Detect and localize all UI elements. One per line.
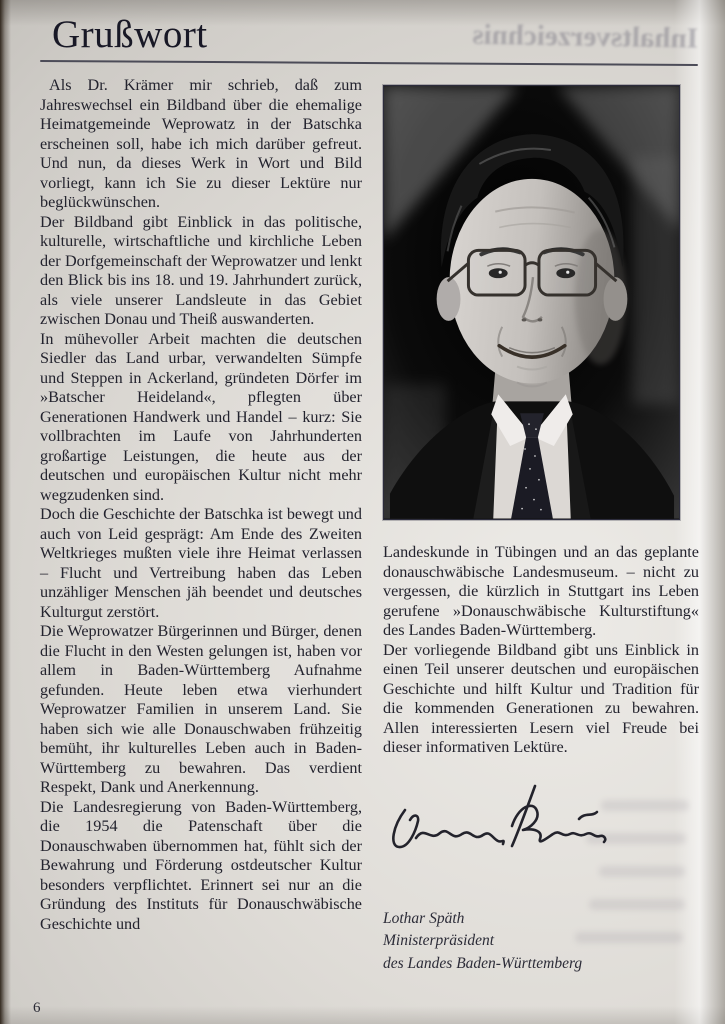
paragraph: Die Weprowatzer Bürgerinnen und Bürger, denen die Flucht in den Westen gelungen ist, haben vor allem in Baden-Württemberg Aufnahme gefunden. Heute leben etwa vierhundert Weprowatzer Familien in unserem Land. Sie haben sich wie alle Donauschwaben frühzeitig bemüht, ihr kulturelles Leben auch in Baden-Württemberg zu bewahren. Das verdient Respekt, Dank und Anerkennung. (40, 622, 362, 796)
paragraph: In mühevoller Arbeit machten die deutschen Siedler das Land urbar, verwandelten Sümpfe und Steppen in Ackerland, gründeten Dörfer im »Batscher Heideland«, pflegten über Generationen Handwerk und Handel – kurz: Sie vollbrachten im Laufe von Jahrhunderten großartige Leistungen, die heute aus der deutschen und europäischen Kultur nicht mehr wegzudenken sind. (40, 329, 362, 504)
title-rule (40, 60, 698, 66)
signature-icon (383, 780, 633, 872)
signatory-name: Lothar Späth (383, 909, 465, 927)
paragraph: Der Bildband gibt Einblick in das politische, kulturelle, wirtschaftliche und kirchliche Leben der Dorfgemeinschaft der Weprowatzer und lenkt den Blick bis ins 18. und 19. Jahrhundert zurück, als viele unserer Landsleute in das Gebiet zwischen Donau und Theiß auswanderten. (40, 212, 362, 328)
signature-handwriting (383, 780, 699, 876)
left-column (40, 76, 362, 934)
paragraph: Als Dr. Krämer mir schrieb, daß zum Jahreswechsel ein Bildband über die ehemalige Heimatgemeinde Weprowatz in der Batschka erscheinen soll, habe ich mich darüber gefreut. Und nun, da dieses Werk in Wort und Bild vorliegt, kann ich Sie zu dieser Lektüre nur beglückwünschen. (40, 76, 362, 211)
signatory-organization: des Landes Baden-Württemberg (383, 954, 583, 972)
portrait-illustration (384, 86, 679, 519)
signature-credits (383, 908, 699, 976)
signatory-role: Ministerpräsident (383, 932, 495, 949)
right-column-text (383, 543, 699, 758)
page-title: Grußwort (52, 13, 208, 56)
page-number: 6 (33, 1000, 41, 1016)
paragraph: Die Landesregierung von Baden-Württemberg, die 1954 die Patenschaft über die Donauschwaben übernommen hat, fühlt sich der Bewahrung und Förderung ostdeutscher Kultur besonders verpflichtet. Erinnert sei nur an die Gründung des Instituts für Donauschwäbische Geschichte und (40, 797, 362, 933)
paragraph: Doch die Geschichte der Batschka ist bewegt und auch von Leid gesprägt: Am Ende des Zweiten Weltkrieges mußten viele ihre Heimat verlassen – Flucht und Vertreibung haben das Leben unzähliger Menschen jäh beendet und deutsches Kulturgut zerstört. (40, 505, 362, 621)
paragraph: Der vorliegende Bildband gibt uns Einblick in einen Teil unserer deutschen und europäischen Geschichte und hilft Kultur und Tradition für die kommenden Generationen zu bewahren. Allen interessierten Lesern viel Freude bei dieser informativen Lektüre. (383, 640, 699, 756)
portrait-photo (383, 85, 680, 520)
right-column (383, 85, 699, 975)
showthrough-text: Inhaltsverzeichnis (472, 18, 699, 55)
paragraph: Landeskunde in Tübingen und an das geplante donauschwäbische Landesmuseum. – nicht zu vergessen, die kürzlich in Stuttgart ins Leben gerufene »Donauschwäbische Kulturstiftung« des Landes Baden-Württemberg. (383, 543, 699, 639)
